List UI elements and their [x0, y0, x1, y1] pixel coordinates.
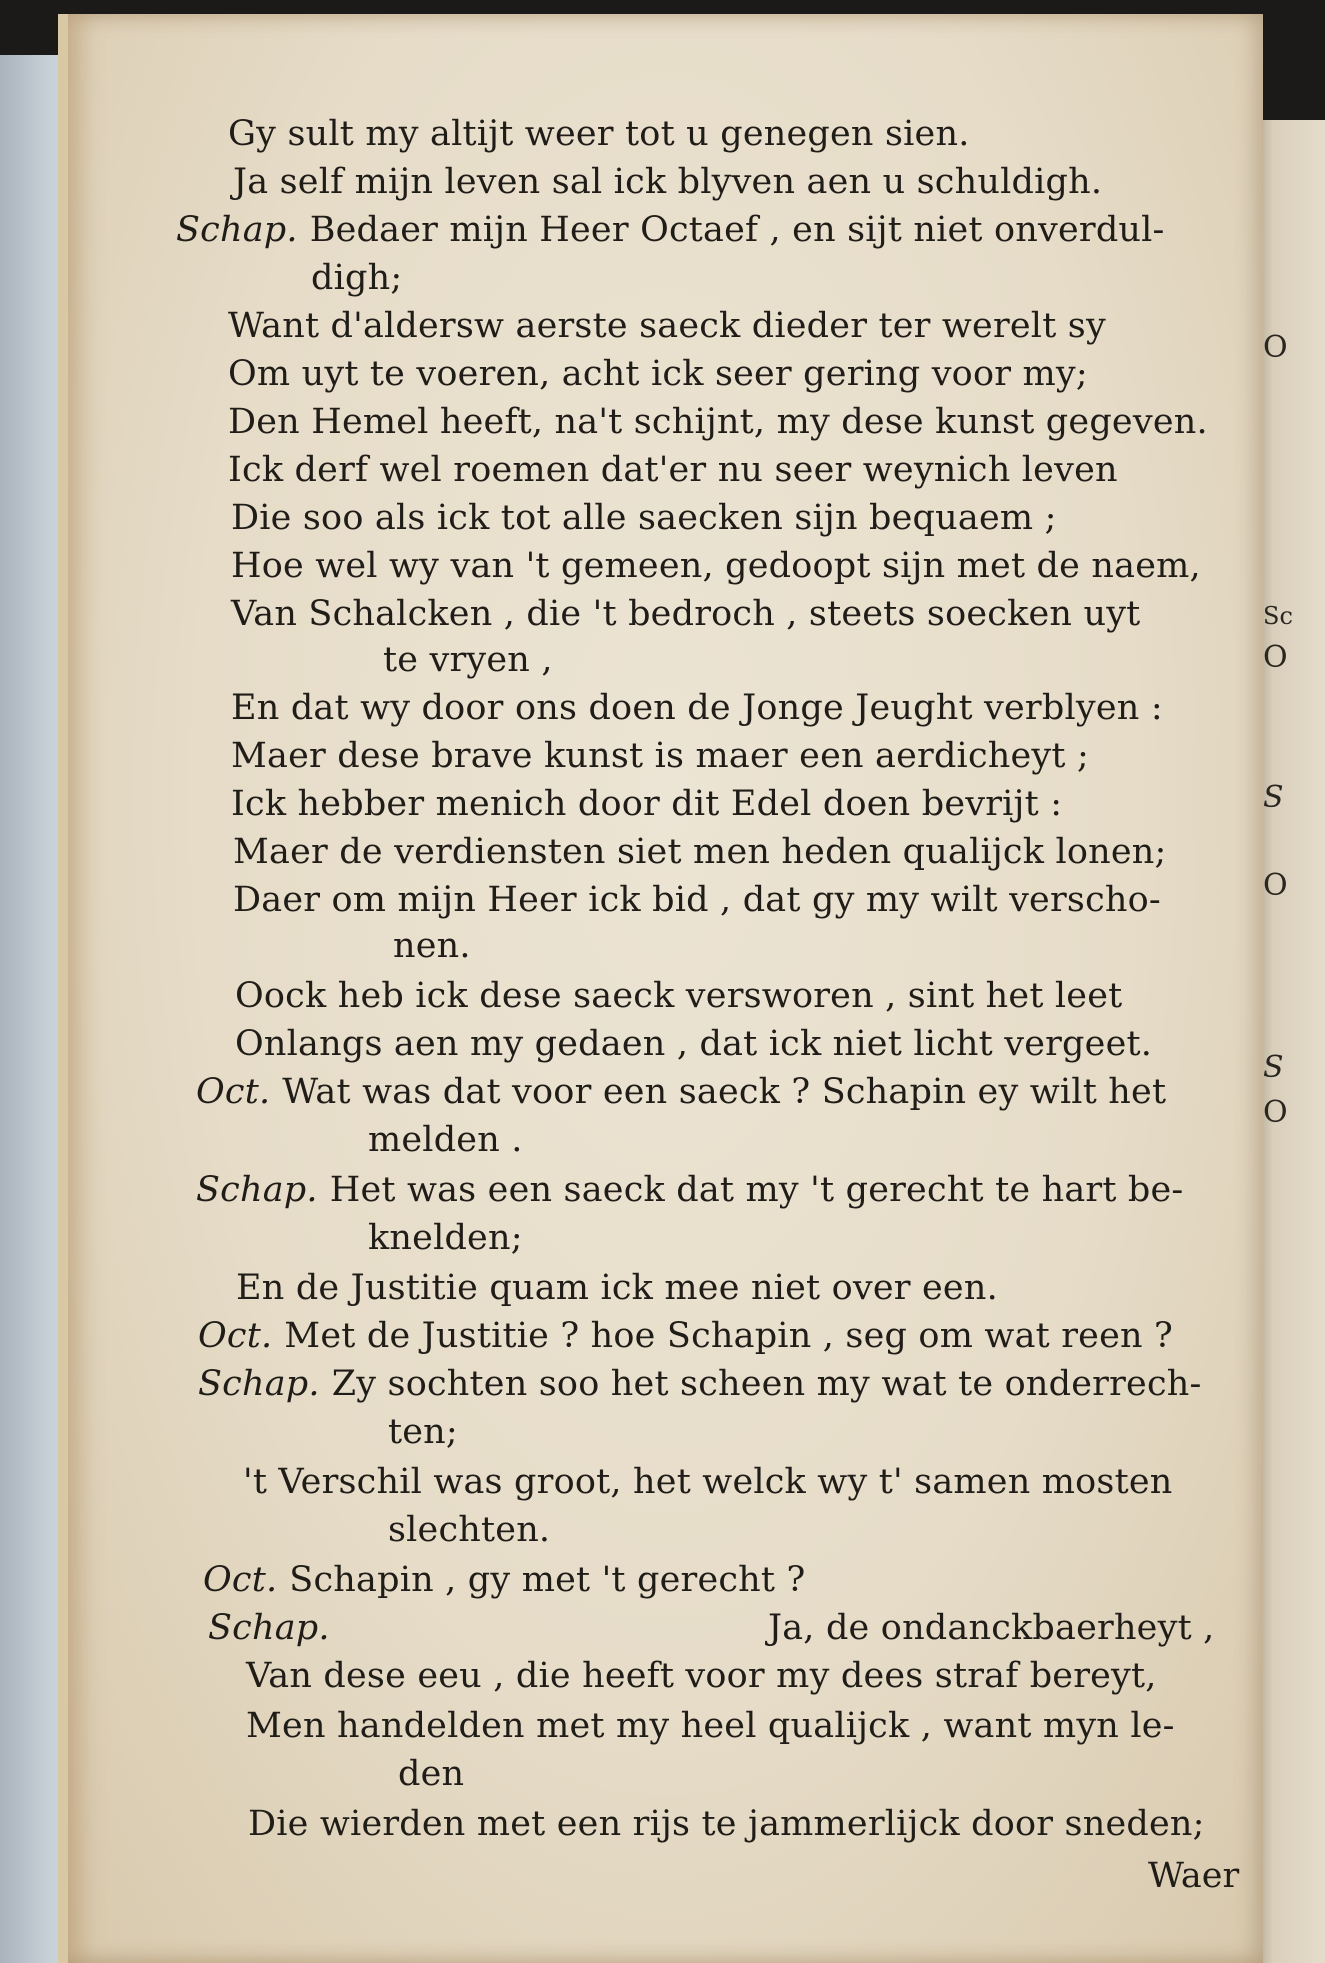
text-line: digh;: [311, 258, 403, 298]
text-line: Den Hemel heeft, na't schijnt, my dese kunst gegeven.: [228, 402, 1208, 442]
text-line: Oct. Met de Justitie ? hoe Schapin , seg om wat reen ?: [198, 1316, 1174, 1356]
text-line: Want d'aldersw aerste saeck dieder ter werelt sy: [228, 306, 1106, 346]
speaker-label: Schap.: [208, 1608, 330, 1648]
edge-letter: S: [1263, 1050, 1284, 1085]
page-text: [68, 14, 1263, 1963]
edge-letter: Sc: [1263, 602, 1293, 630]
speaker-label: Schap.: [176, 210, 298, 250]
catchword: Waer: [1148, 1856, 1240, 1896]
text-line: Hoe wel wy van 't gemeen, gedoopt sijn met de naem,: [231, 546, 1201, 586]
text-line: ten;: [388, 1412, 458, 1452]
text-line: Schap. Het was een saeck dat my 't gerecht te hart be-: [196, 1170, 1184, 1210]
edge-letter: O: [1263, 868, 1288, 903]
text-line: Maer dese brave kunst is maer een aerdicheyt ;: [231, 736, 1089, 776]
text-line: Van dese eeu , die heeft voor my dees straf bereyt,: [246, 1656, 1157, 1696]
edge-letter: O: [1263, 640, 1288, 675]
edge-letter: S: [1263, 780, 1284, 815]
speaker-label: Oct.: [196, 1072, 271, 1112]
speaker-label: Schap.: [196, 1170, 318, 1210]
speaker-label: Oct.: [198, 1316, 273, 1356]
text-line: 't Verschil was groot, het welck wy t' samen mosten: [243, 1462, 1173, 1502]
text-line: Men handelden met my heel qualijck , want myn le-: [246, 1706, 1175, 1746]
text-line: Gy sult my altijt weer tot u genegen sien.: [228, 114, 970, 154]
text-line: Oct. Schapin , gy met 't gerecht ?: [203, 1560, 806, 1600]
edge-letter: O: [1263, 1095, 1288, 1130]
text-line: Daer om mijn Heer ick bid , dat gy my wilt verscho-: [233, 880, 1161, 920]
text-line: Onlangs aen my gedaen , dat ick niet licht vergeet.: [235, 1024, 1153, 1064]
text-line: En de Justitie quam ick mee niet over een.: [236, 1268, 998, 1308]
text-line: Ja, de ondanckbaerheyt ,: [768, 1608, 1215, 1648]
text-line: te vryen ,: [383, 640, 553, 680]
text-line: nen.: [393, 926, 471, 966]
text-line: Ick derf wel roemen dat'er nu seer weynich leven: [228, 450, 1118, 490]
text-line: Oock heb ick dese saeck versworen , sint het leet: [235, 976, 1123, 1016]
text-line: Om uyt te voeren, acht ick seer gering voor my;: [228, 354, 1088, 394]
text-line: Die wierden met een rijs te jammerlijck door sneden;: [248, 1804, 1205, 1844]
edge-letter: O: [1263, 330, 1288, 365]
text-line: den: [398, 1754, 465, 1794]
text-line: Die soo als ick tot alle saecken sijn bequaem ;: [231, 498, 1057, 538]
text-line: Ja self mijn leven sal ick blyven aen u schuldigh.: [233, 162, 1103, 202]
speaker-label: Oct.: [203, 1560, 278, 1600]
text-line: melden .: [368, 1120, 523, 1160]
text-line: slechten.: [388, 1510, 551, 1550]
speaker-label: Schap.: [198, 1364, 320, 1404]
text-line: Schap. Bedaer mijn Heer Octaef , en sijt niet onverdul-: [176, 210, 1165, 250]
text-line: Van Schalcken , die 't bedroch , steets soecken uyt: [231, 594, 1141, 634]
text-line: En dat wy door ons doen de Jonge Jeught verblyen :: [231, 688, 1163, 728]
text-line: Maer de verdiensten siet men heden qualijck lonen;: [233, 832, 1167, 872]
text-line: Schap. Zy sochten soo het scheen my wat te onderrech-: [198, 1364, 1202, 1404]
book-page: [58, 14, 1263, 1963]
text-line: knelden;: [368, 1218, 523, 1258]
text-line: Oct. Wat was dat voor een saeck ? Schapin ey wilt het: [196, 1072, 1167, 1112]
text-line: Ick hebber menich door dit Edel doen bevrijt :: [231, 784, 1063, 824]
text-line: [208, 1608, 342, 1648]
